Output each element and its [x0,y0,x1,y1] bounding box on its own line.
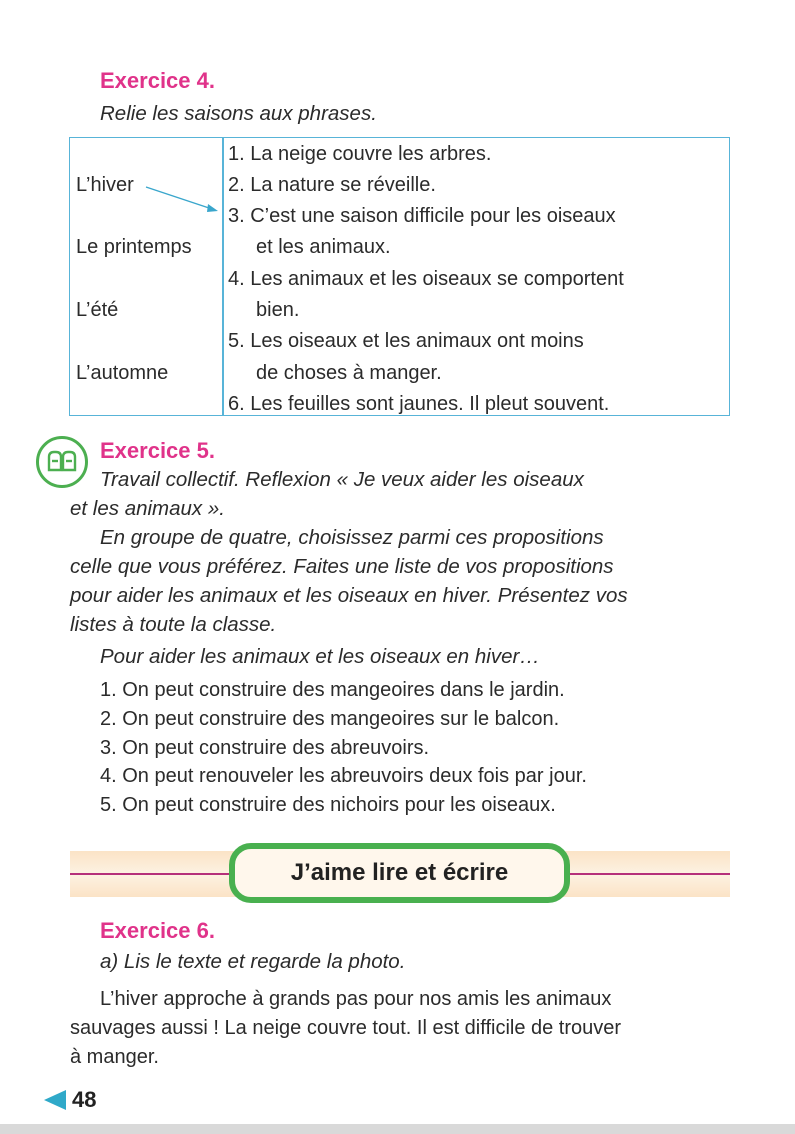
sentence-5-cont: de choses à manger. [256,362,442,384]
matching-table [69,137,730,416]
sentence-1: 1. La neige couvre les arbres. [228,143,492,165]
section-banner [229,843,570,903]
season-spring: Le printemps [76,236,192,258]
sentence-3-cont: et les animaux. [256,236,391,258]
season-winter: L’hiver [76,174,134,196]
group-work-icon [36,436,88,488]
exercise-5-para-3: pour aider les animaux et les oiseaux en hiver. Présentez vos [70,584,628,607]
link-arrow-icon [70,138,731,417]
exercise-5-para-4: listes à toute la classe. [70,613,277,636]
sentence-2: 2. La nature se réveille. [228,174,436,196]
list-item: 5. On peut construire des nichoirs pour les oiseaux. [100,794,556,816]
bottom-divider [0,1124,795,1134]
exercise-5-para-2: celle que vous préférez. Faites une liste de vos propositions [70,555,614,578]
sentence-3: 3. C’est une saison difficile pour les oiseaux [228,205,616,227]
list-item: 2. On peut construire des mangeoires sur le balcon. [100,708,560,730]
exercise-5-intro-2: et les animaux ». [70,497,225,520]
exercise-5-intro-1: Travail collectif. Reflexion « Je veux aider les oiseaux [100,468,584,491]
section-banner-label: J’aime lire et écrire [290,859,509,886]
exercise-6-text-3: à manger. [70,1046,159,1068]
exercise-5-title: Exercice 5. [100,438,215,463]
page-marker-icon [44,1090,66,1110]
exercise-6-text-2: sauvages aussi ! La neige couvre tout. Il est difficile de trouver [70,1017,622,1039]
banner-line-left [70,873,232,875]
sentence-4-cont: bien. [256,299,300,321]
exercise-6-text-1: L’hiver approche à grands pas pour nos amis les animaux [100,988,612,1010]
exercise-6-title: Exercice 6. [100,918,215,943]
exercise-4-title: Exercice 4. [100,68,215,93]
exercise-6-instruction: a) Lis le texte et regarde la photo. [100,950,406,973]
sentence-4: 4. Les animaux et les oiseaux se comportent [228,268,624,290]
sentence-6: 6. Les feuilles sont jaunes. Il pleut souvent. [228,393,610,415]
season-autumn: L’automne [76,362,169,384]
banner-line-right [567,873,730,875]
list-item: 4. On peut renouveler les abreuvoirs deux fois par jour. [100,765,587,787]
list-item: 1. On peut construire des mangeoires dans le jardin. [100,679,565,701]
exercise-4-instruction: Relie les saisons aux phrases. [100,102,377,125]
list-item: 3. On peut construire des abreuvoirs. [100,737,430,759]
season-summer: L’été [76,299,119,321]
page-number: 48 [72,1087,97,1112]
sentence-5: 5. Les oiseaux et les animaux ont moins [228,330,584,352]
exercise-5-para-1: En groupe de quatre, choisissez parmi ces propositions [100,526,604,549]
exercise-5-lead: Pour aider les animaux et les oiseaux en hiver… [100,645,540,668]
